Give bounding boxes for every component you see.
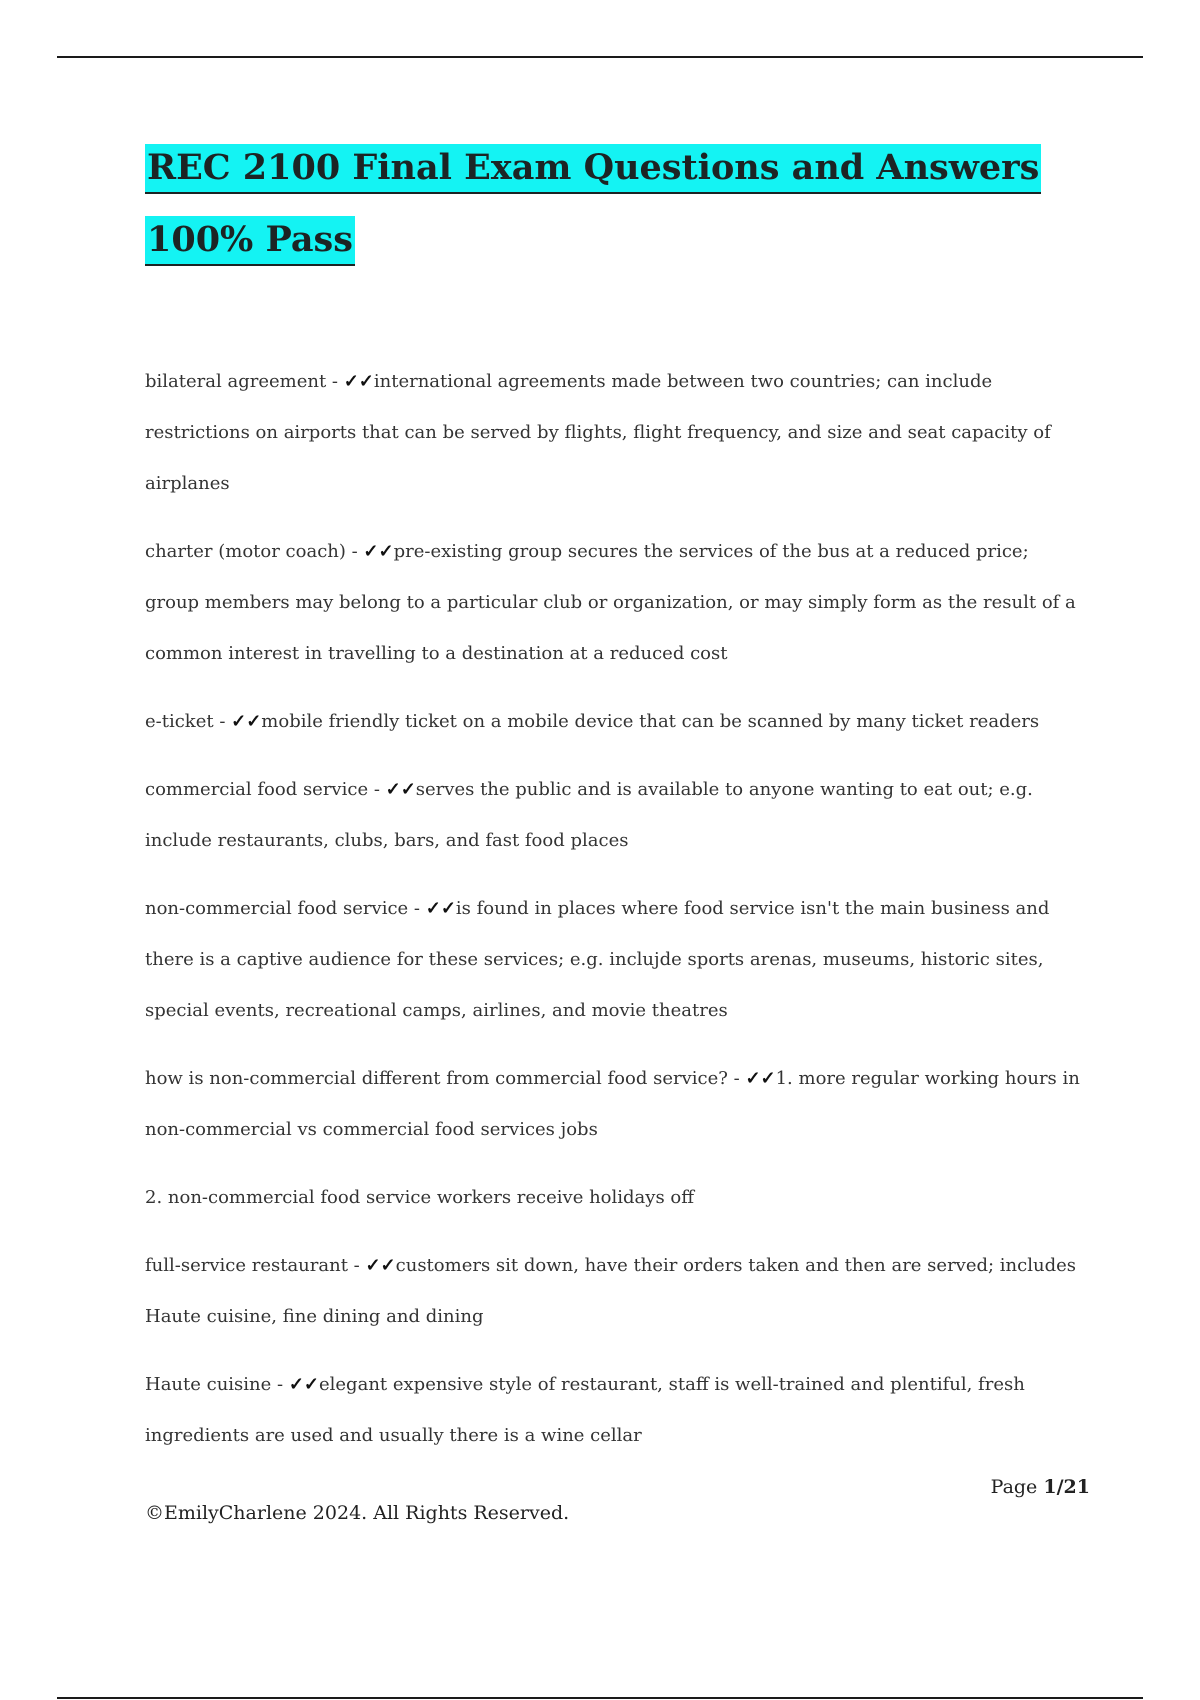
check-mark-icon: ✓✓ [231, 711, 262, 732]
page-total: 21 [1063, 1476, 1090, 1498]
qa-entry [145, 1172, 1085, 1223]
qa-entry [145, 356, 1085, 509]
entry-definition: is found in places where food service isn't the main business and there is a captive audience for these services; e.g. inclujde sports arenas, museums, historic sites, special events, recreational camps, airlines, and movie theatres [145, 898, 1050, 1021]
qa-entry [145, 764, 1085, 866]
header-rule [57, 56, 1143, 58]
qa-entry [145, 1359, 1085, 1461]
entry-definition: mobile friendly ticket on a mobile device that can be scanned by many ticket readers [261, 711, 1040, 732]
entry-term: charter (motor coach) - [145, 541, 364, 562]
qa-entry [145, 1053, 1085, 1155]
entry-term: how is non-commercial different from commercial food service? - [145, 1068, 746, 1089]
footer-rule [57, 1697, 1143, 1699]
qa-entry-text [145, 1053, 1085, 1155]
check-mark-icon: ✓✓ [363, 541, 394, 562]
title-line-2: 100% Pass [145, 216, 355, 266]
qa-entry-text [145, 764, 1085, 866]
qa-entries [145, 356, 1085, 1478]
qa-entry [145, 883, 1085, 1036]
page-number: Page 1/21 [990, 1476, 1090, 1498]
entry-definition: international agreements made between two countries; can include restrictions on airports that can be served by flights, flight frequency, and size and seat capacity of airplanes [145, 371, 1051, 494]
qa-entry-text [145, 1172, 1085, 1223]
entry-term: non-commercial food service - [145, 898, 426, 919]
qa-entry-text [145, 883, 1085, 1036]
qa-entry [145, 526, 1085, 679]
entry-term: Haute cuisine - [145, 1374, 289, 1395]
qa-entry-text [145, 356, 1085, 509]
copyright-notice: ©EmilyCharlene 2024. All Rights Reserved. [145, 1502, 570, 1524]
page-separator: / [1056, 1476, 1064, 1498]
entry-definition: 2. non-commercial food service workers receive holidays off [145, 1187, 695, 1208]
title-line-1: REC 2100 Final Exam Questions and Answers [145, 144, 1041, 194]
qa-entry-text [145, 696, 1085, 747]
entry-definition: elegant expensive style of restaurant, staff is well-trained and plentiful, fresh ingredients are used and usually there is a wine cellar [145, 1374, 1025, 1446]
page-current: 1 [1043, 1476, 1057, 1498]
check-mark-icon: ✓✓ [343, 371, 374, 392]
check-mark-icon: ✓✓ [385, 779, 416, 800]
entry-term: e-ticket - [145, 711, 232, 732]
entry-definition: pre-existing group secures the services of the bus at a reduced price; group members may belong to a particular club or organization, or may simply form as the result of a common interest in travelling to a destination at a reduced cost [145, 541, 1076, 664]
check-mark-icon: ✓✓ [365, 1255, 396, 1276]
qa-entry [145, 1240, 1085, 1342]
qa-entry-text [145, 1240, 1085, 1342]
check-mark-icon: ✓✓ [425, 898, 456, 919]
entry-definition: serves the public and is available to anyone wanting to eat out; e.g. include restaurants, clubs, bars, and fast food places [145, 779, 1033, 851]
entry-definition: customers sit down, have their orders taken and then are served; includes Haute cuisine, fine dining and dining [145, 1255, 1076, 1327]
check-mark-icon: ✓✓ [745, 1068, 776, 1089]
entry-term: commercial food service - [145, 779, 386, 800]
entry-term: bilateral agreement - [145, 371, 344, 392]
qa-entry [145, 696, 1085, 747]
qa-entry-text [145, 526, 1085, 679]
entry-term: full-service restaurant - [145, 1255, 366, 1276]
qa-entry-text [145, 1359, 1085, 1461]
check-mark-icon: ✓✓ [288, 1374, 319, 1395]
entry-definition: 1. more regular working hours in non-commercial vs commercial food services jobs [145, 1068, 1080, 1140]
